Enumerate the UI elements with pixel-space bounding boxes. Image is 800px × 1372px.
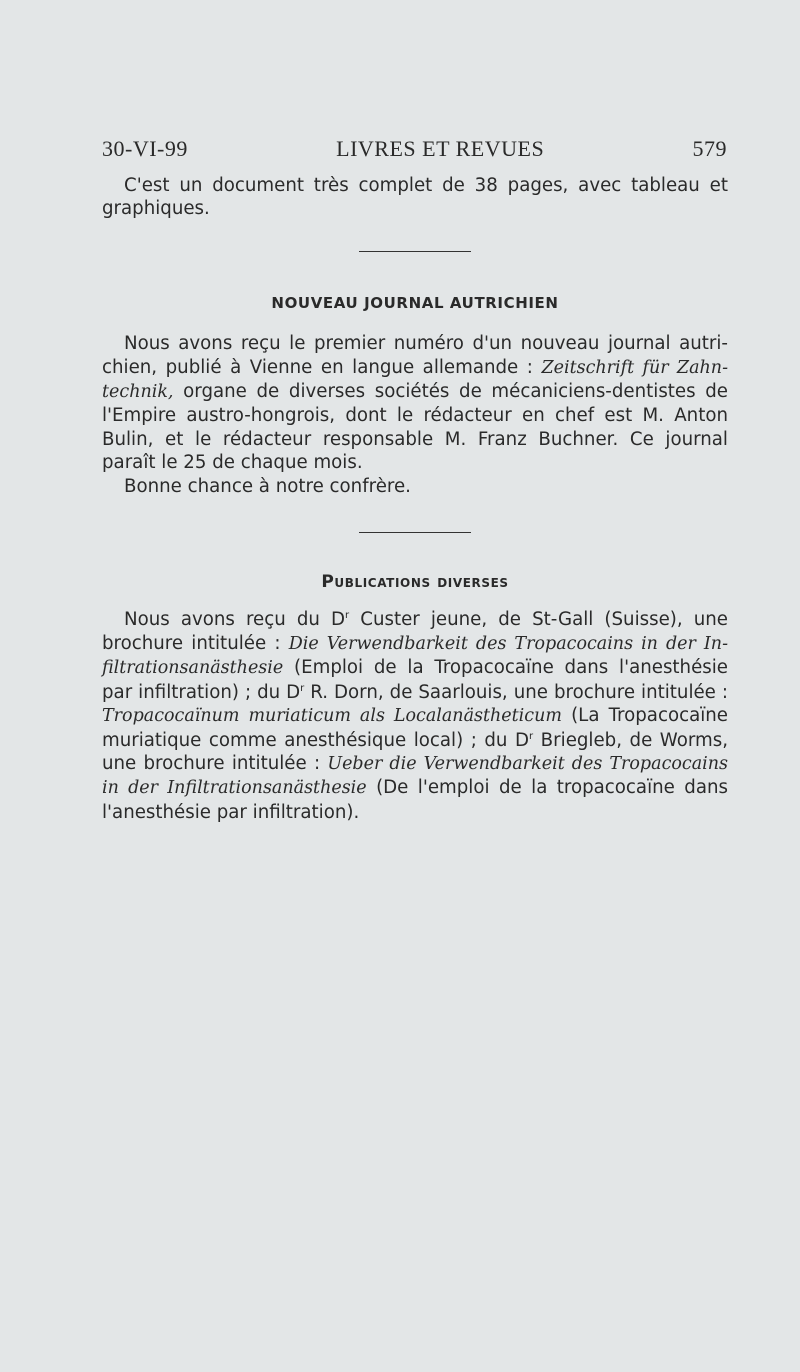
section-title-journal: NOUVEAU JOURNAL AUTRICHIEN [271, 293, 559, 312]
pub-title-2: Tropacocaïnum muriaticum als Localanästheticum [102, 706, 562, 727]
header-title: LIVRES ET REVUES [336, 136, 545, 161]
header-date: 30-VI-99 [102, 136, 188, 161]
pub-text: Custer jeune, de St-Gall (Suisse), une brochure intitulée : [102, 609, 728, 654]
section-title-publications: Publications diverses [321, 572, 509, 593]
pub-text: R. Dorn, de Saarlouis, une brochure intitulée : [304, 681, 728, 703]
pub-sup: r [529, 730, 534, 742]
journal-text-b: organe de diverses sociétés de mécaniciens-dentistes de l'Empire austro-hongrois, dont le rédacteur en chef est M. Anton Bulin, et le rédacteur responsable M. Franz Buchner. Ce journal paraît le 25 de chaque mois. [102, 381, 728, 474]
pub-text: Briegleb, de Worms, une brochure intitulée : [102, 729, 728, 774]
running-header [102, 136, 727, 166]
pub-text: (La Tropacocaïne muriatique comme anesthésique local) ; du D [102, 705, 728, 751]
pub-text: (De l'emploi de la tropacocaïne dans l'anesthésie par infiltration). [102, 777, 728, 823]
journal-title: Zeitschrift für Zahntechnik, [102, 357, 728, 403]
pub-sup: r [345, 610, 350, 622]
journal-text-a: Nous avons reçu le premier numéro d'un nouveau journal autrichien, publié à Vienne en langue allemande : [102, 333, 728, 378]
page-number: 579 [692, 136, 727, 161]
section-divider [359, 532, 471, 533]
pub-text: (Emploi de la Tropacocaïne dans l'anesthésie par infiltration) ; du D [102, 657, 728, 703]
page-body [102, 174, 728, 824]
pub-title-1: Die Verwendbarkeit des Tropacocains in der Infiltrationsanästhesie [102, 633, 728, 679]
closing-paragraph: Bonne chance à notre confrère. [124, 475, 411, 497]
pub-text: Nous avons reçu du D [124, 609, 346, 631]
section-divider [359, 251, 471, 252]
publications-paragraph [102, 608, 728, 824]
pub-sup: r [300, 682, 305, 694]
journal-paragraph [102, 332, 728, 474]
pub-title-3: Ueber die Verwendbarkeit des Tropacocains in der Infiltrationsanästhesie [102, 753, 728, 799]
intro-paragraph: C'est un document très complet de 38 pages, avec tableau et graphiques. [102, 175, 728, 220]
